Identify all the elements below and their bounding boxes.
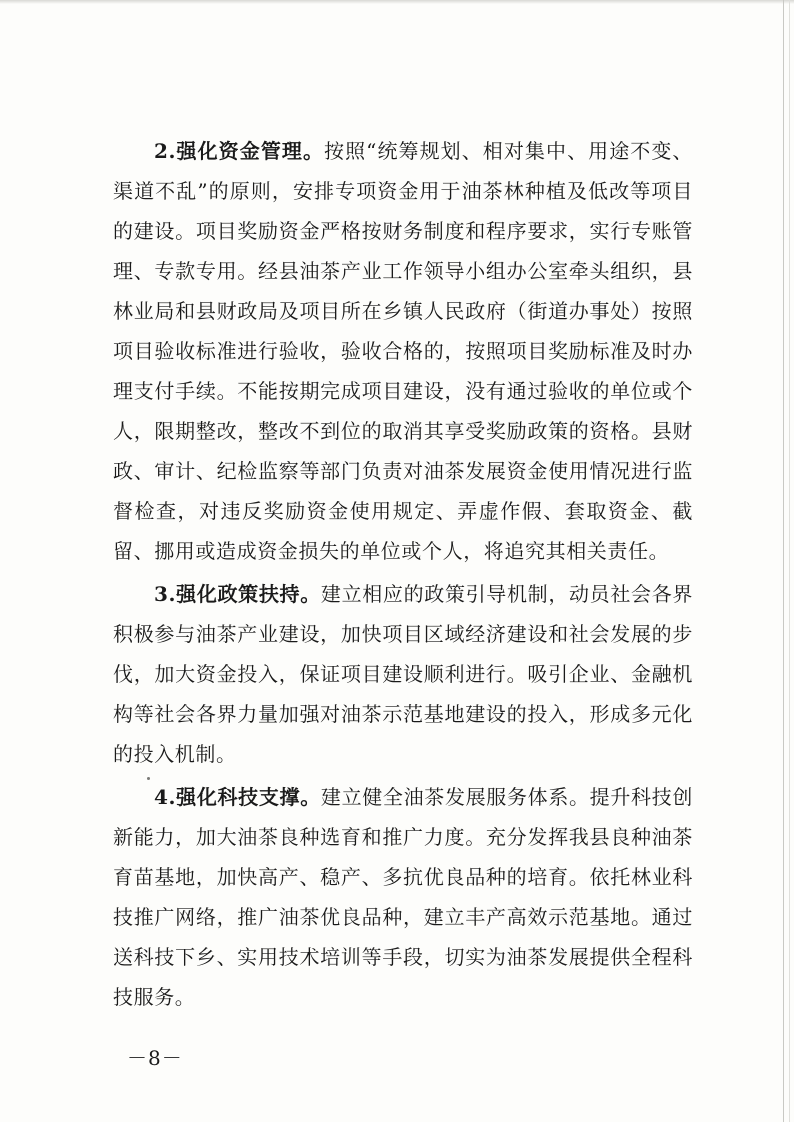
- paragraph-text: 建立健全油茶发展服务体系。提升科技创新能力，加大油茶良种选育和推广力度。充分发挥我县良种油茶育苗基地，加快高产、稳产、多抗优良品种的培育。依托林业科技推广网络，推广油茶优良品种，建立丰产高效示范基地。通过送科技下乡、实用技术培训等手段，切实为油茶发展提供全程科技服务。: [113, 785, 693, 1009]
- paragraph-text: 按照“统筹规划、相对集中、用途不变、渠道不乱”的原则，安排专项资金用于油茶林种植及低改等项目的建设。项目奖励资金严格按财务制度和程序要求，实行专账管理、专款专用。经县油茶产业工作领导小组办公室牵头组织，县林业局和县财政局及项目所在乡镇人民政府（街道办事处）按照项目验收标准进行验收，验收合格的，按照项目奖励标准及时办理支付手续。不能按期完成项目建设，没有通过验收的单位或个人，限期整改，整改不到位的取消其享受奖励政策的资格。县财政、审计、纪检监察等部门负责对油茶发展资金使用情况进行监督检查，对违反奖励资金使用规定、弄虚作假、套取资金、截留、挪用或造成资金损失的单位或个人，将追究其相关责任。: [113, 139, 694, 563]
- paragraph-tech-support: [113, 777, 693, 1017]
- scan-edge-line-outer: [789, 0, 790, 1122]
- document-body: [113, 131, 693, 1017]
- paragraph-policy-support: [113, 574, 693, 774]
- scan-shadow-top: [0, 0, 794, 4]
- page-number: －8－: [127, 1046, 183, 1070]
- paragraph-heading: 2.强化资金管理。: [154, 139, 325, 163]
- paragraph-heading: 4.强化科技支撑。: [154, 785, 321, 809]
- paragraph-heading: 3.强化政策扶持。: [154, 582, 321, 606]
- paragraph-text: 建立相应的政策引导机制，动员社会各界积极参与油茶产业建设，加快项目区域经济建设和社会发展的步伐，加大资金投入，保证项目建设顺利进行。吸引企业、金融机构等社会各界力量加强对油茶示范基地建设的投入，形成多元化的投入机制。: [113, 582, 693, 766]
- scan-edge-line: [783, 0, 784, 1122]
- scan-speck: [147, 777, 150, 780]
- paragraph-fund-management: [113, 131, 693, 571]
